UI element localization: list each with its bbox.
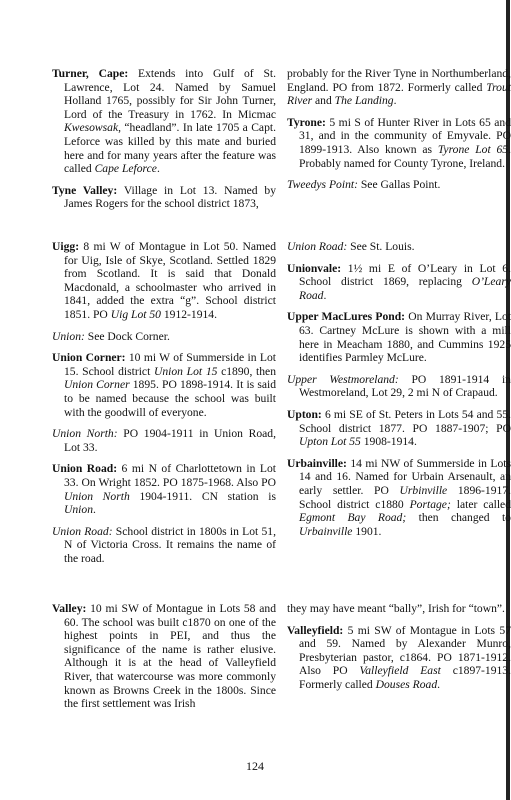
gazetteer-entry [287, 373, 511, 400]
entry-text: School district in 1800s in Lot 51, N of Victoria Cross. It remains the name of the road. [64, 524, 276, 565]
entry-text: PO 1891-1914 in Westmoreland, Lot 29, 2 mi N of Crapaud. [299, 372, 511, 400]
section-v-left-column [52, 602, 276, 719]
entry-text: 10 mi SW of Montague in Lots 58 and 60. The school was built c1870 on one of the highest points in PEI, and thus the significance of the name is rather elusive. Although it is at the head of Valleyfield River, that watercourse was more commonly known as Browns Creek in the 1800s. Since the first settlement was Irish [64, 602, 276, 711]
gazetteer-entry [287, 624, 511, 692]
entry-text: 5 mi S of Hunter River in Lots 65 and 31, and in the community of Emyvale. PO 1899-1913. Also known as [299, 115, 511, 156]
gazetteer-entry [52, 67, 276, 176]
entry-headword: Upper MacLures Pond: [287, 310, 406, 324]
italic-name-text: Portage; [409, 497, 451, 511]
entry-text: they may have meant “bally”, Irish for “town”. [287, 602, 505, 615]
gazetteer-entry [287, 408, 511, 449]
italic-name-text: Egmont Bay Road; [299, 511, 407, 525]
italic-name-text: Union Corner [64, 378, 130, 392]
entry-headword: Tweedys Point: [287, 178, 358, 192]
italic-name-text: Tyrone Lot 65 [437, 142, 509, 156]
gazetteer-entry [52, 184, 276, 211]
entry-headword: Urbainville: [287, 456, 347, 470]
entry-headword: Tyne Valley: [52, 183, 118, 197]
entry-headword: Upton: [287, 407, 322, 421]
italic-name-text: Urbainville [299, 524, 353, 538]
gazetteer-entry [287, 262, 511, 303]
entry-headword: Valley: [52, 602, 87, 615]
gazetteer-entry [52, 462, 276, 516]
entry-text: 1912-1914. [160, 307, 218, 321]
entry-text: probably for the River Tyne in Northumberland, England. PO from 1872. Formerly called [287, 67, 511, 94]
gazetteer-entry [52, 525, 276, 566]
entry-continuation [287, 67, 511, 108]
italic-name-text: Trout River [287, 80, 511, 108]
entry-text: c1890, then [217, 364, 277, 378]
entry-text: 1895. PO 1898-1914. It is said to be named because the school was built with the goodwill of everyone. [64, 378, 276, 419]
entry-text: . [92, 503, 96, 517]
gazetteer-entry [52, 240, 276, 322]
entry-headword: Unionvale: [287, 261, 342, 275]
entry-headword: Upper Westmoreland: [287, 372, 399, 386]
entry-text: 5 mi SW of Montague in Lots 57 and 59. Named by Alexander Munro, Presbyterian pastor, c1864. PO 1871-1912. Also PO [299, 623, 511, 678]
section-u-right-column [287, 240, 511, 546]
entry-text: . [393, 94, 397, 108]
entry-text: Extends into Gulf of St. Lawrence, Lot 24. Named by Samuel Holland 1765, possibly for Sir John Turner, Lord of the Treasury in 1762. In Micmac [64, 67, 277, 121]
italic-name-text: Kwesowsak [64, 121, 119, 135]
entry-text: then changed to [406, 511, 511, 525]
entry-headword: Union Road: [287, 240, 348, 253]
entry-text: 6 mi SE of St. Peters in Lots 54 and 55. School district 1877. PO 1887-1907; PO [299, 407, 511, 435]
entry-text: 6 mi N of Charlottetown in Lot 33. On Wright 1852. PO 1875-1968. Also PO [64, 462, 276, 489]
italic-name-text: Uig Lot 50 [110, 307, 161, 321]
entry-headword: Union: [52, 329, 85, 343]
section-t-left-column [52, 67, 276, 219]
italic-name-text: Douses Road [375, 677, 438, 691]
entry-text: 1904-1911. CN station is [129, 489, 276, 503]
gazetteer-entry [52, 427, 276, 454]
entry-headword: Union North: [52, 427, 118, 441]
entry-text: Village in Lot 13. Named by James Rogers for the school district 1873, [64, 183, 276, 211]
gazetteer-entry [287, 240, 511, 254]
entry-text: On Murray River, Lot 63. Cartney McLure is shown with a mill here in Meacham 1880, and Cummins 1925 identifies Parmley McLure. [299, 310, 511, 365]
entry-text: 1½ mi E of O’Leary in Lot 6. School district 1869, replacing [299, 261, 511, 289]
entry-text: c1897-1913. Formerly called [299, 664, 511, 691]
gazetteer-entry [287, 457, 511, 539]
italic-name-text: Union North [64, 489, 130, 503]
entry-text: . [156, 162, 160, 176]
entry-text: 8 mi W of Montague in Lot 50. Named for Uig, Isle of Skye, Scotland. Settled 1829 from Scotland. It is said that Donald Macdonald, a schoolmaster who arrived in 1841, added the extra “g”. School district 1851. PO [64, 240, 276, 321]
entry-text: and [312, 94, 335, 108]
gazetteer-entry [287, 310, 511, 364]
entry-headword: Valleyfield: [287, 623, 344, 637]
gazetteer-entry [52, 602, 276, 711]
entry-headword: Union Road: [52, 462, 118, 476]
entry-text: later called [450, 497, 511, 511]
entry-text: 14 mi NW of Summerside in Lots 14 and 16. Named for Urbain Arsenault, an early settler. PO [299, 456, 511, 497]
italic-name-text: Cape Leforce [94, 162, 157, 176]
entry-text: . Probably named for County Tyrone, Ireland. [299, 142, 511, 170]
gazetteer-entry [287, 116, 511, 170]
entry-text: See St. Louis. [347, 240, 415, 253]
entry-headword: Union Road: [52, 524, 113, 538]
italic-name-text: Upton Lot 55 [299, 435, 361, 449]
section-u-left-column [52, 240, 276, 573]
entry-text: PO 1904-1911 in Union Road, Lot 33. [64, 427, 276, 454]
page-number: 124 [246, 759, 264, 773]
entry-text: 10 mi W of Summerside in Lot 15. School district [64, 351, 276, 378]
entry-text: See Dock Corner. [84, 329, 170, 343]
entry-text: 1896-1917. School district c1880 [299, 483, 511, 511]
italic-name-text: O’Leary Road [299, 275, 511, 302]
italic-name-text: Union Lot 15 [153, 364, 218, 378]
section-v-right-column [287, 602, 511, 700]
italic-name-text: The Landing [334, 94, 394, 108]
italic-name-text: Valleyfield East [359, 664, 441, 678]
entry-headword: Tyrone: [287, 115, 326, 129]
italic-name-text: Union [64, 503, 93, 517]
entry-headword: Uigg: [52, 240, 80, 253]
italic-name-text: Urbinville [399, 483, 448, 497]
section-t-right-column [287, 67, 511, 200]
gazetteer-entry [52, 351, 276, 419]
entry-text: . [437, 677, 441, 691]
gazetteer-entry [52, 330, 276, 344]
entry-text: 1901. [352, 524, 382, 538]
entry-text: 1908-1914. [360, 435, 417, 449]
entry-continuation [287, 602, 511, 616]
entry-headword: Union Corner: [52, 351, 126, 365]
entry-headword: Turner, Cape: [52, 67, 129, 80]
entry-text: , “headland”. In late 1705 a Capt. Leforce was killed by this mate and buried here and for many years after the feature was called [64, 121, 276, 176]
entry-text: See Gallas Point. [357, 178, 441, 192]
gazetteer-entry [287, 178, 511, 192]
entry-text: . [323, 288, 327, 302]
